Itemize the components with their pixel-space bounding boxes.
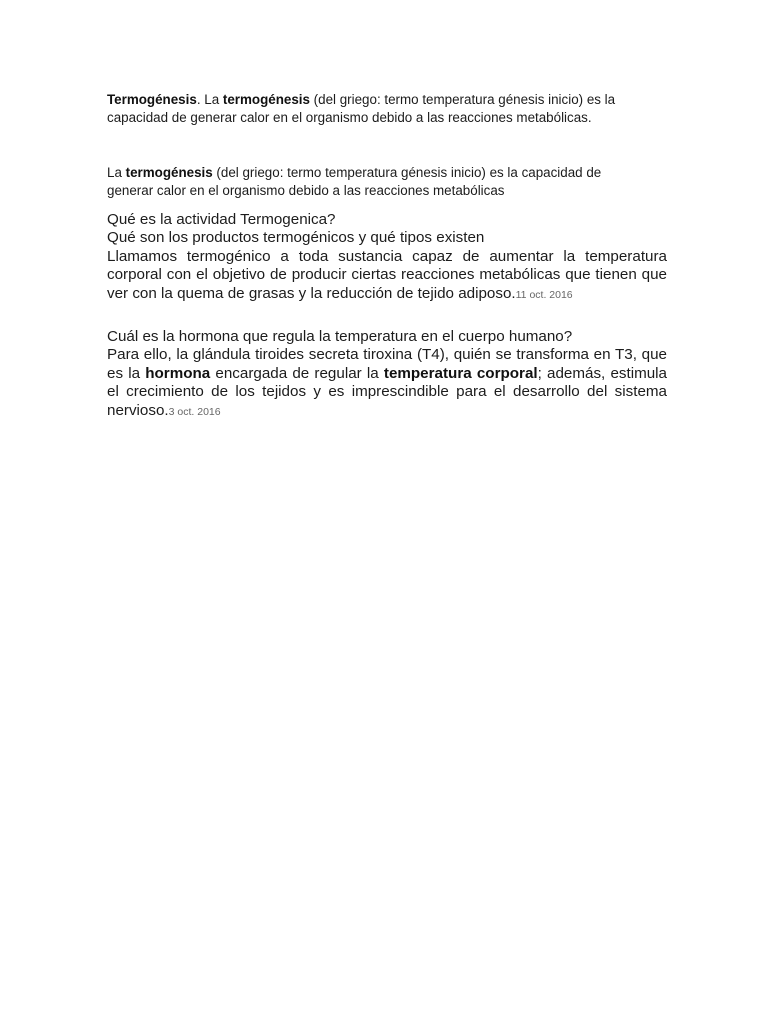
paragraph-line: el crecimiento de los tejidos y es imprescindible para el desarrollo del sistema xyxy=(107,383,667,401)
bold-term: termogénesis xyxy=(125,165,213,180)
date-label: 3 oct. 2016 xyxy=(168,405,221,418)
text-segment: nervioso. xyxy=(107,401,169,419)
text-segment: . La xyxy=(196,92,223,107)
paragraph-line xyxy=(107,164,667,182)
paragraph-line xyxy=(107,285,667,304)
text-segment: encargada de regular la xyxy=(210,364,384,382)
paragraph-line: corporal con el objetivo de producir ciertas reacciones metabólicas que tienen que xyxy=(107,266,667,284)
bold-term: termogénesis xyxy=(222,92,310,107)
date-label: 11 oct. 2016 xyxy=(515,288,573,301)
question-line: Cuál es la hormona que regula la temperatura en el cuerpo humano? xyxy=(107,328,573,345)
paragraph-line xyxy=(107,402,667,421)
paragraph-termogenesis-definition xyxy=(107,91,667,127)
paragraph-line: capacidad de generar calor en el organismo debido a las reacciones metabólicas. xyxy=(107,110,592,125)
bold-term: hormona xyxy=(145,364,211,382)
text-segment: es la xyxy=(107,364,146,382)
text-segment: ver con la quema de grasas y la reducción de tejido adiposo. xyxy=(107,284,516,302)
paragraph-termogenesis-repeat xyxy=(107,164,667,200)
paragraph-line xyxy=(107,91,667,109)
question-line: Qué son los productos termogénicos y qué tipos existen xyxy=(107,229,485,247)
paragraph-line: Para ello, la glándula tiroides secreta tiroxina (T4), quién se transforma en T3, que xyxy=(107,346,667,364)
paragraph-hormona-temperatura xyxy=(107,328,667,421)
text-segment: (del griego: termo temperatura génesis inicio) es la capacidad de xyxy=(212,165,602,180)
paragraph-line xyxy=(107,365,667,383)
paragraph-line: generar calor en el organismo debido a las reacciones metabólicas xyxy=(107,183,505,198)
bold-term: Termogénesis xyxy=(107,92,197,107)
text-segment: La xyxy=(107,165,126,180)
text-segment: ; además, estimula xyxy=(537,364,668,382)
question-line: Qué es la actividad Termogenica? xyxy=(107,211,336,228)
text-segment: (del griego: termo temperatura génesis inicio) es la xyxy=(309,92,616,107)
bold-term: temperatura corporal xyxy=(383,364,538,382)
paragraph-actividad-termogenica xyxy=(107,211,667,304)
paragraph-line: Llamamos termogénico a toda sustancia capaz de aumentar la temperatura xyxy=(107,247,667,265)
